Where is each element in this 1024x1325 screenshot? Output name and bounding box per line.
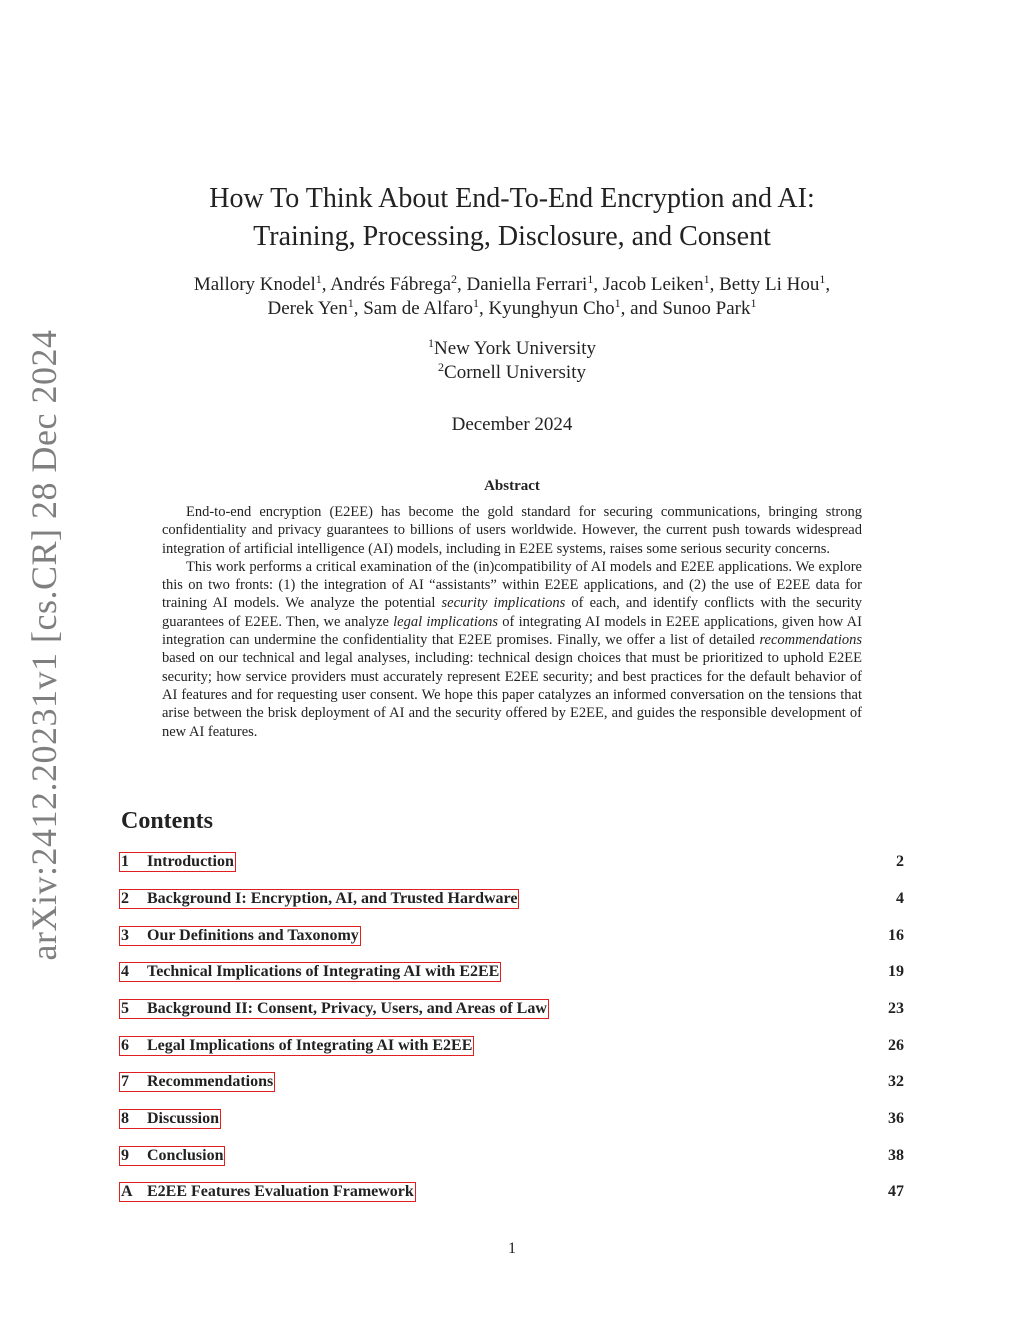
toc-entry (119, 1182, 904, 1204)
author-affiliation-mark: 1 (750, 296, 757, 310)
toc-page-number: 2 (896, 853, 904, 870)
abstract-paragraph-2: This work performs a critical examination of the (in)compatibility of AI models and E2EE applications. We explore this on two fronts: (1) the integration of AI “assistants” within E2EE applications, and (2) the use of E2EE data for training AI models. We analyze the potential security implications of each, and identify conflicts with the security guarantees of E2EE. Then, we analyze legal implications of integrating AI models in E2EE applications, given how AI integration can undermine the confidentiality that E2EE promises. Finally, we offer a list of detailed recommendations based on our technical and legal analyses, including: technical design choices that must be prioritized to uphold E2EE security; how service providers must accurately represent E2EE security; and best practices for the default behavior of AI features and for requesting user consent. We hope this paper catalyzes an informed conversation on the tensions that arise between the brisk deployment of AI and the security offered by E2EE, and guides the responsible development of new AI features. (162, 558, 862, 740)
toc-entry (119, 1036, 904, 1058)
toc-page-number: 38 (888, 1147, 904, 1164)
toc-entry (119, 1109, 904, 1131)
abstract-paragraph-1: End-to-end encryption (E2EE) has become the gold standard for securing communications, bringing strong confidentiality and privacy guarantees to billions of users worldwide. However, the current push towards widespread integration of artificial intelligence (AI) models, including in E2EE systems, raises some serious security concerns. (162, 504, 862, 557)
author-list-line-1: Mallory Knodel$^1$, Andrés Fábrega$^2$, Daniella Ferrari$^1$, Jacob Leiken$^1$, Betty Li Hou$^1$, (193, 272, 831, 295)
toc-page-number: 4 (896, 890, 904, 907)
author-affiliation-mark: 2 (451, 272, 458, 286)
author-name: Andrés Fábrega (330, 274, 452, 295)
toc-link-evaluation-framework[interactable]: A E2EE Features Evaluation Framework (121, 1183, 414, 1200)
toc-link-definitions-taxonomy[interactable]: 3 Our Definitions and Taxonomy (121, 927, 359, 944)
author-affiliation-mark: 1 (315, 272, 322, 286)
toc-page-number: 47 (888, 1183, 904, 1200)
toc-link-legal-implications[interactable]: 6 Legal Implications of Integrating AI with E2EE (121, 1037, 473, 1054)
toc-entry (119, 926, 904, 948)
author-name: Mallory Knodel (193, 274, 316, 295)
toc-link-conclusion[interactable]: 9 Conclusion (121, 1147, 224, 1164)
author-affiliation-mark: 1 (587, 272, 594, 286)
author-affiliation-mark: 1 (347, 296, 354, 310)
toc-link-background-ii[interactable]: 5 Background II: Consent, Privacy, Users, and Areas of Law (121, 1000, 547, 1017)
page-number: 1 (508, 1240, 516, 1257)
toc-page-number: 16 (888, 927, 904, 944)
toc-page-number: 23 (888, 1000, 904, 1017)
abstract-body (162, 503, 862, 741)
author-name: Sam de Alfaro (363, 298, 473, 319)
author-name: Derek Yen (267, 298, 348, 319)
toc-page-number: 26 (888, 1037, 904, 1054)
publication-date: December 2024 (451, 414, 573, 435)
toc-link-recommendations[interactable]: 7 Recommendations (121, 1073, 274, 1090)
toc-entry (119, 1146, 904, 1168)
author-affiliation-mark: 1 (703, 272, 710, 286)
toc-link-technical-implications[interactable]: 4 Technical Implications of Integrating AI with E2EE (121, 963, 500, 980)
author-affiliation-mark: 1 (819, 272, 826, 286)
toc-entry (119, 999, 904, 1021)
author-affiliation-mark: 1 (614, 296, 621, 310)
toc-link-introduction[interactable]: 1 Introduction (121, 853, 234, 870)
toc-entry (119, 962, 904, 984)
affiliation-1: $^1$New York University (427, 336, 597, 359)
author-list-line-2: Derek Yen$^1$, Sam de Alfaro$^1$, Kyunghyun Cho$^1$, and Sunoo Park$^1$ (267, 296, 757, 319)
arxiv-identifier-stamp: arXiv:2412.20231v1 [cs.CR] 28 Dec 2024 (24, 329, 64, 961)
toc-page-number: 32 (888, 1073, 904, 1090)
author-affiliation-mark: 1 (472, 296, 479, 310)
affiliation-2: $^2$Cornell University (438, 360, 586, 383)
toc-entry (119, 1072, 904, 1094)
toc-link-background-i[interactable]: 2 Background I: Encryption, AI, and Trusted Hardware (121, 890, 518, 907)
contents-heading: Contents (121, 808, 214, 834)
toc-entry (119, 889, 904, 911)
toc-entry (119, 852, 904, 874)
author-name: Daniella Ferrari (466, 274, 588, 295)
paper-title-line-1: How To Think About End-To-End Encryption and AI: (209, 183, 815, 214)
toc-link-discussion[interactable]: 8 Discussion (121, 1110, 220, 1127)
abstract-heading: Abstract (484, 478, 540, 494)
toc-page-number: 36 (888, 1110, 904, 1127)
author-name: Jacob Leiken (602, 274, 704, 295)
toc-page-number: 19 (888, 963, 904, 980)
author-name: Kyunghyun Cho (488, 298, 615, 319)
paper-title-line-2: Training, Processing, Disclosure, and Consent (253, 221, 771, 252)
author-name: Sunoo Park (662, 298, 751, 319)
author-name: Betty Li Hou (719, 274, 820, 295)
